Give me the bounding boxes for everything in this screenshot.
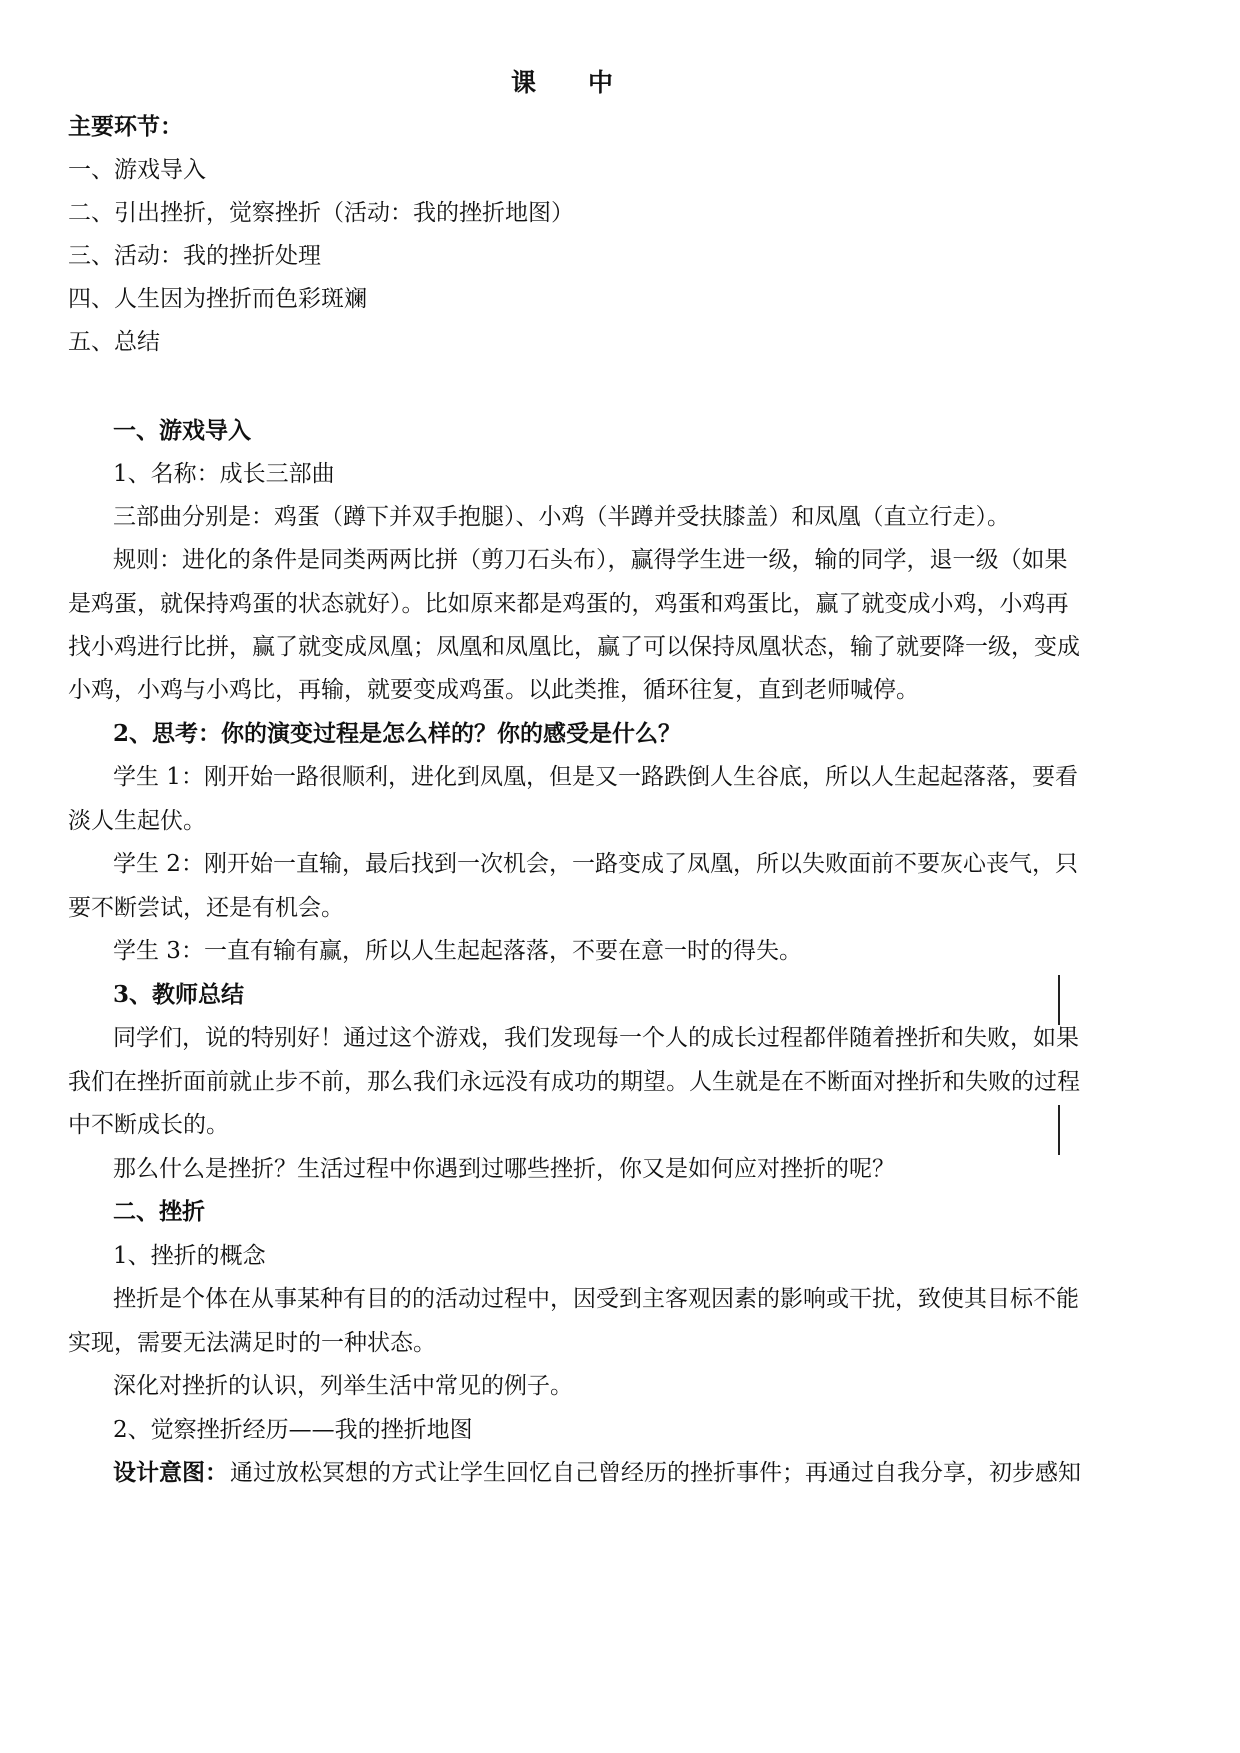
document-page: 课中 主要环节： 一、游戏导入 二、引出挫折，觉察挫折（活动：我的挫折地图） 三、活动：我的挫折处理 四、人生因为挫折而色彩斑斓 五、总结 一、游戏导入 1、名称：成长三部曲 三部曲分别是：鸡蛋（蹲下并双手抱腿）、小鸡（半蹲并受扶膝盖）和凤凰（直立行走）。 规则：进化的条件是同类两两比拼（剪刀石头布），赢得学生进一级，输的同学，退一级（如果 是鸡蛋，就保持鸡蛋的状态就好）。比如原来都是鸡蛋的，鸡蛋和鸡蛋比，赢了就变成小鸡，小鸡再 找小鸡进行比拼，赢了就变成凤凰；凤凰和凤凰比，赢了可以保持凤凰状态，输了就要降一级，变成 小鸡，小鸡与小鸡比，再输，就要变成鸡蛋。以此类推，循环往复，直到老师喊停。 2、思考：你的演变过程是怎么样的？你的感受是什么？ 学生 1：刚开始一路很顺利，进化到凤凰，但是又一路跌倒人生谷底，所以人生起起落落，要看 淡人生起伏。 学生 2：刚开始一直输，最后找到一次机会，一路变成了凤凰，所以失败面前不要灰心丧气，只 要不断尝试，还是有机会。 学生 3：一直有输有赢，所以人生起起落落，不要在意一时的得失。 3、教师总结 同学们，说的特别好！通过这个游戏，我们发现每一个人的成长过程都伴随着挫折和失败，如果 我们在挫折面前就止步不前，那么我们永远没有成功的期望。人生就是在不断面对挫折和失败的过程 中不断成长的。 那么什么是挫折？生活过程中你遇到过哪些挫折，你又是如何应对挫折的呢？ 二、挫折 1、挫折的概念 挫折是个体在从事某种有目的的活动过程中，因受到主客观因素的影响或干扰，致使其目标不能 实现，需要无法满足时的一种状态。 深化对挫折的认识，列举生活中常见的例子。 2、觉察挫折经历——我的挫折地图 设计意图： 通过放松冥想的方式让学生回忆自己曾经历的挫折事件；再通过自我分享，初步感知 bbox=[68, 68, 1081, 1486]
main-heading: 主要环节： bbox=[68, 113, 183, 140]
design-intent-text: 通过放松冥想的方式让学生回忆自己曾经历的挫折事件；再通过自我分享，初步感知 bbox=[230, 1460, 1081, 1486]
design-intent-label: 设计意图： bbox=[113, 1459, 228, 1486]
page-title: 课中 bbox=[511, 68, 666, 97]
change-bar bbox=[1058, 975, 1060, 1025]
change-bar bbox=[1058, 1105, 1060, 1155]
